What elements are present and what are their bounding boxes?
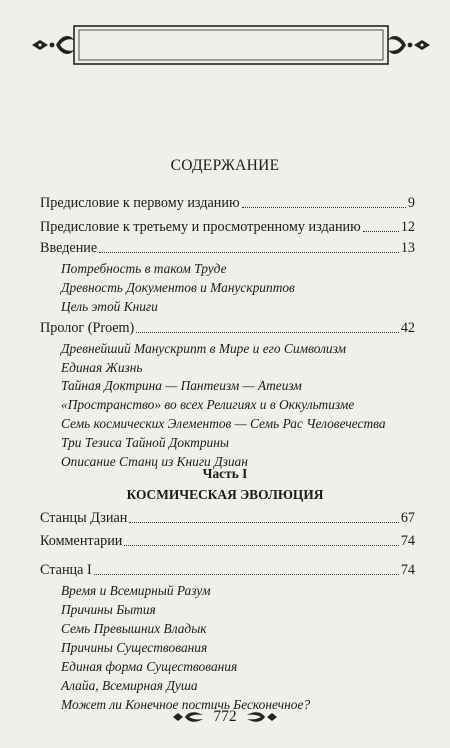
toc-entry-page: 13 [400, 240, 415, 256]
toc-entry-stanza-one [40, 562, 415, 579]
toc-subentry: Причины Бытия [61, 602, 156, 617]
toc-entry-page: 9 [407, 195, 415, 211]
toc-subentry: Алайа, Всемирная Душа [61, 678, 198, 693]
page-number: 772 [213, 708, 237, 725]
toc-entry-label: Предисловие к первому изданию [40, 195, 240, 211]
toc-entry-label: Пролог (Proem) [40, 320, 135, 336]
toc-subentry: «Пространство» во всех Религиях и в Оккультизме [61, 397, 355, 412]
toc-entry-page: 12 [400, 219, 415, 235]
toc-subentry: Цель этой Книги [61, 299, 158, 314]
toc-subentry: Потребность в таком Труде [61, 261, 227, 276]
toc-subentry: Тайная Доктрина — Пантеизм — Атеизм [61, 378, 302, 393]
toc-subentry: Единая Жизнь [61, 360, 143, 375]
dot-leader [129, 522, 398, 523]
dot-leader [94, 574, 399, 575]
toc-subentry: Описание Станц из Книги Дзиан [61, 454, 248, 469]
toc-entry-commentaries [40, 533, 415, 550]
toc-entry-page: 74 [400, 533, 415, 549]
toc-entry-page: 67 [400, 510, 415, 526]
toc-entry-label: Комментарии [40, 533, 123, 549]
toc-entry-label: Станца I [40, 562, 92, 578]
toc-subentry: Древнейший Манускрипт в Мире и его Символизм [61, 341, 347, 356]
toc-entry-proem [40, 320, 415, 337]
toc-subentry: Время и Всемирный Разум [61, 583, 211, 598]
toc-entry-label: Предисловие к третьему и просмотренному изданию [40, 219, 361, 235]
toc-subentry: Три Тезиса Тайной Доктрины [61, 435, 229, 450]
dot-leader [242, 207, 406, 208]
toc-entry-page: 74 [400, 562, 415, 578]
dot-leader [124, 545, 398, 546]
toc-entry-stanzas [40, 510, 415, 527]
right-footer-ornament [245, 710, 279, 724]
toc-subentry: Семь космических Элементов — Семь Рас Человечества [61, 416, 386, 431]
header-ornament-graphic [30, 22, 432, 68]
dot-leader [363, 231, 399, 232]
toc-subentry: Семь Превышних Владык [61, 621, 207, 636]
page-footer [0, 705, 450, 729]
toc-subentry: Может ли Конечное постичь Бесконечное? [61, 697, 311, 712]
toc-subentry: Древность Документов и Манускриптов [61, 280, 295, 295]
toc-subentry: Причины Существования [61, 640, 208, 655]
toc-entry-preface-first [40, 195, 415, 212]
toc-subentry: Единая форма Существования [61, 659, 238, 674]
dot-leader [136, 332, 399, 333]
part-name: КОСМИЧЕСКАЯ ЭВОЛЮЦИЯ [126, 487, 324, 502]
toc-entry-page: 42 [400, 320, 415, 336]
dot-leader [99, 252, 399, 253]
toc-entry-introduction [40, 240, 415, 257]
toc-entry-preface-third [40, 219, 415, 236]
toc-entry-label: Станцы Дзиан [40, 510, 128, 526]
contents-title: СОДЕРЖАНИЕ [170, 157, 280, 174]
left-footer-ornament [171, 710, 205, 724]
ornamental-header-banner [30, 22, 432, 68]
toc-entry-label: Введение [40, 240, 98, 256]
part-number: Часть I [202, 466, 248, 481]
